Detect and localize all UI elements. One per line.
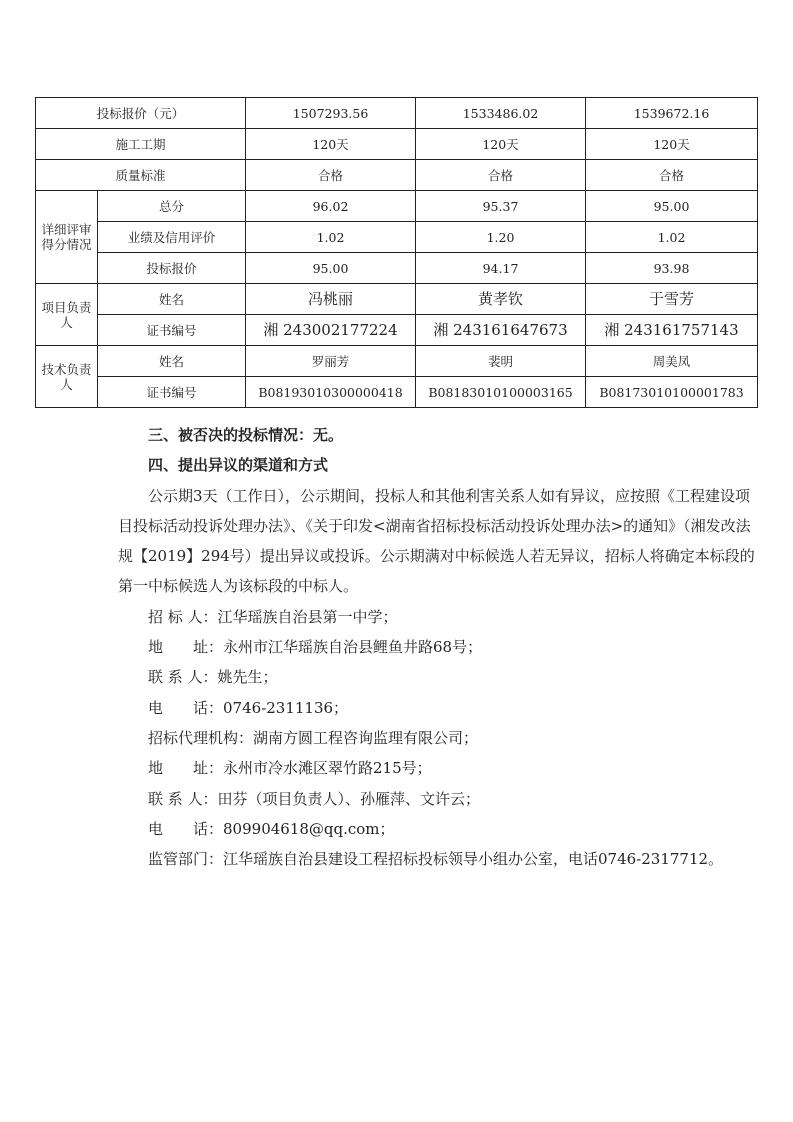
row-label: 施工工期 [36,129,246,160]
row-label: 证书编号 [98,315,246,346]
contact-key: 地 址： [148,638,224,657]
cell: 120天 [416,129,586,160]
contact-value: 永州市冷水滩区翠竹路215号； [223,759,432,778]
contact-line [118,662,758,692]
group-label: 详细评审得分情况 [36,191,98,284]
group-label: 技术负责人 [36,346,98,408]
table-row [36,253,758,284]
table-row [36,129,758,160]
cell: 湘 243161757143 [586,315,758,346]
bid-results-table [35,97,758,408]
contact-value: 湖南方圆工程咨询监理有限公司； [253,728,479,747]
cell: 93.98 [586,253,758,284]
contact-key: 招标代理机构： [148,728,254,747]
table-row [36,98,758,129]
row-label: 质量标准 [36,160,246,191]
cell: 黄孝钦 [416,284,586,315]
contact-key: 联 系 人： [148,668,218,687]
contact-value: 姚先生； [217,668,278,687]
contact-key: 招 标 人： [148,607,218,626]
cell: 95.37 [416,191,586,222]
contact-key: 电 话： [148,819,224,838]
contact-value: 0746-2311136； [223,698,349,717]
objection-paragraph: 公示期3天（工作日），公示期间，投标人和其他利害关系人如有异议，应按照《工程建设项目投标活动投诉处理办法》、《关于印发<湖南省招标投标活动投诉处理办法>的通知》（湘发改法规【2019】294号）提出异议或投诉。公示期满对中标候选人若无异议，招标人将确定本标段的第一中标候选人为该标段的中标人。 [118,486,755,596]
cell: 1.20 [416,222,586,253]
table-row [36,377,758,408]
table-row [36,222,758,253]
table-row [36,191,758,222]
document-body [118,420,758,874]
cell: 1533486.02 [416,98,586,129]
supervisor-line: 监管部门：江华瑶族自治县建设工程招标投标领导小组办公室，电话0746-2317712。 [148,850,724,869]
row-label: 姓名 [98,346,246,377]
cell: 94.17 [416,253,586,284]
contact-line [118,723,758,753]
row-label: 业绩及信用评价 [98,222,246,253]
cell: 湘 243002177224 [246,315,416,346]
contact-value: 田芬（项目负责人）、孙雁萍、文许云； [217,789,481,808]
contact-key: 地 址： [148,759,224,778]
cell: 裴明 [416,346,586,377]
row-label: 投标报价 [98,253,246,284]
contact-line [118,814,758,844]
contact-value: 江华瑶族自治县第一中学； [217,607,398,626]
contact-value: 永州市江华瑶族自治县鲤鱼井路68号； [223,638,483,657]
cell: B08183010100003165 [416,377,586,408]
contact-line [118,602,758,632]
group-label: 项目负责人 [36,284,98,346]
contact-key: 电 话： [148,698,224,717]
contact-line [118,784,758,814]
cell: 周美凤 [586,346,758,377]
table-row [36,315,758,346]
contact-list [118,602,758,844]
cell: 湘 243161647673 [416,315,586,346]
contact-line [118,753,758,783]
table-row [36,160,758,191]
cell: 95.00 [586,191,758,222]
contact-line [118,632,758,662]
cell: 冯桃丽 [246,284,416,315]
cell: 1539672.16 [586,98,758,129]
row-label: 姓名 [98,284,246,315]
table-row [36,284,758,315]
cell: 120天 [246,129,416,160]
table-row [36,346,758,377]
contact-value: 809904618@qq.com； [223,819,395,838]
cell: B08193010300000418 [246,377,416,408]
cell: 1507293.56 [246,98,416,129]
section-4-heading: 四、提出异议的渠道和方式 [148,456,329,475]
contact-line [118,693,758,723]
cell: 1.02 [246,222,416,253]
cell: 1.02 [586,222,758,253]
cell: 合格 [586,160,758,191]
cell: B08173010100001783 [586,377,758,408]
cell: 罗丽芳 [246,346,416,377]
row-label: 总分 [98,191,246,222]
row-label: 证书编号 [98,377,246,408]
section-3-heading: 三、被否决的投标情况：无。 [148,426,344,444]
contact-key: 联 系 人： [148,789,218,808]
cell: 合格 [416,160,586,191]
row-label: 投标报价（元） [36,98,246,129]
cell: 96.02 [246,191,416,222]
cell: 95.00 [246,253,416,284]
cell: 120天 [586,129,758,160]
cell: 于雪芳 [586,284,758,315]
cell: 合格 [246,160,416,191]
